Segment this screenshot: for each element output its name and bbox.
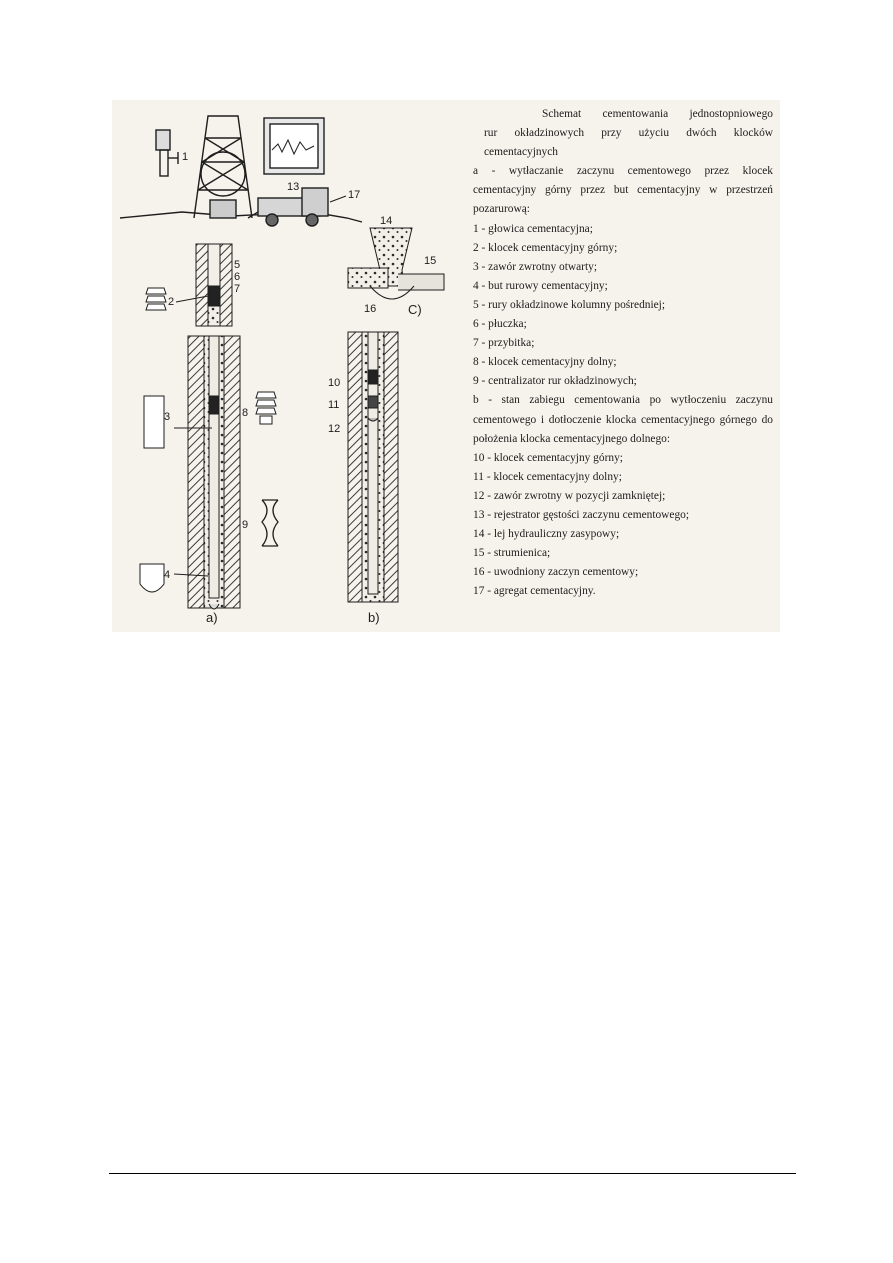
scanned-figure — [112, 100, 780, 632]
callout-14: 14 — [380, 215, 393, 227]
title-line-3: cementacyjnych — [484, 146, 559, 159]
legend-item-9: 9 - centralizator rur okładzinowych; — [473, 375, 637, 388]
figure-title — [473, 105, 773, 162]
legend-item-1: 1 - głowica cementacyjna; — [473, 222, 593, 235]
legend-item-16: 16 - uwodniony zaczyn cementowy; — [473, 566, 639, 579]
casing-shoe-icon — [140, 564, 164, 592]
panel-label-a: a) — [206, 610, 218, 625]
legend-item-14: 14 - lej hydrauliczny zasypowy; — [473, 528, 620, 541]
legend-item-11: 11 - klocek cementacyjny dolny; — [473, 470, 622, 483]
callout-13: 13 — [287, 181, 300, 193]
legend-item-10: 10 - klocek cementacyjny górny; — [473, 451, 623, 464]
legend-item-3: 3 - zawór zwrotny otwarty; — [473, 260, 597, 273]
legend-item-7: 7 - przybitka; — [473, 337, 535, 350]
callout-17: 17 — [348, 189, 361, 201]
callout-7: 7 — [234, 283, 241, 295]
section-a-description: a - wytłaczanie zaczynu cementowego przez klocek cementacyjny górny przez but cementacyjny w przestrzeń pozarurową: — [473, 165, 773, 216]
callout-8: 8 — [242, 407, 249, 419]
legend-item-12: 12 - zawór zwrotny w pozycji zamkniętej; — [473, 489, 666, 502]
legend-item-17: 17 - agregat cementacyjny. — [473, 585, 596, 598]
callout-1: 1 — [182, 151, 189, 163]
callout-2: 2 — [168, 296, 175, 308]
centralizer-icon — [262, 500, 278, 546]
section-b-description: b - stan zabiegu cementowania po wytłoczeniu zaczynu cementowego i dotłoczenie klocka cementacyjnego górnego do położenia klocka cementacyjnego dolnego: — [473, 394, 773, 445]
callout-12: 12 — [328, 423, 341, 435]
footer-rule — [109, 1173, 796, 1174]
surface-equipment — [120, 116, 362, 226]
callout-4: 4 — [164, 569, 171, 581]
legend-item-5: 5 - rury okładzinowe kolumny pośredniej; — [473, 298, 666, 311]
title-line-2: rur okładzinowych przy użyciu dwóch klocków — [484, 127, 773, 140]
callout-3: 3 — [164, 411, 171, 423]
callout-5: 5 — [234, 259, 241, 271]
callout-9: 9 — [242, 519, 249, 531]
well-a — [188, 336, 240, 609]
check-valve-icon — [144, 396, 164, 448]
callout-10: 10 — [328, 377, 341, 389]
well-b — [348, 332, 398, 602]
legend-item-2: 2 - klocek cementacyjny górny; — [473, 241, 618, 254]
title-line-1: Schemat cementowania jednostopniowego — [542, 108, 773, 120]
panel-label-b: b) — [368, 610, 380, 625]
legend-item-8: 8 - klocek cementacyjny dolny; — [473, 356, 617, 369]
legend-item-6: 6 - płuczka; — [473, 318, 527, 331]
callout-16: 16 — [364, 303, 377, 315]
callout-15: 15 — [424, 255, 437, 267]
figure-legend — [473, 105, 773, 601]
panel-label-c: C) — [408, 302, 422, 317]
legend-item-4: 4 - but rurowy cementacyjny; — [473, 279, 608, 292]
bottom-plug-icon — [256, 392, 276, 424]
callout-6: 6 — [234, 271, 241, 283]
legend-item-13: 13 - rejestrator gęstości zaczynu cementowego; — [473, 508, 690, 521]
callout-11: 11 — [328, 399, 340, 411]
legend-item-15: 15 - strumienica; — [473, 547, 551, 560]
casing-top-detail — [196, 244, 232, 326]
top-plug-icon — [146, 288, 166, 310]
